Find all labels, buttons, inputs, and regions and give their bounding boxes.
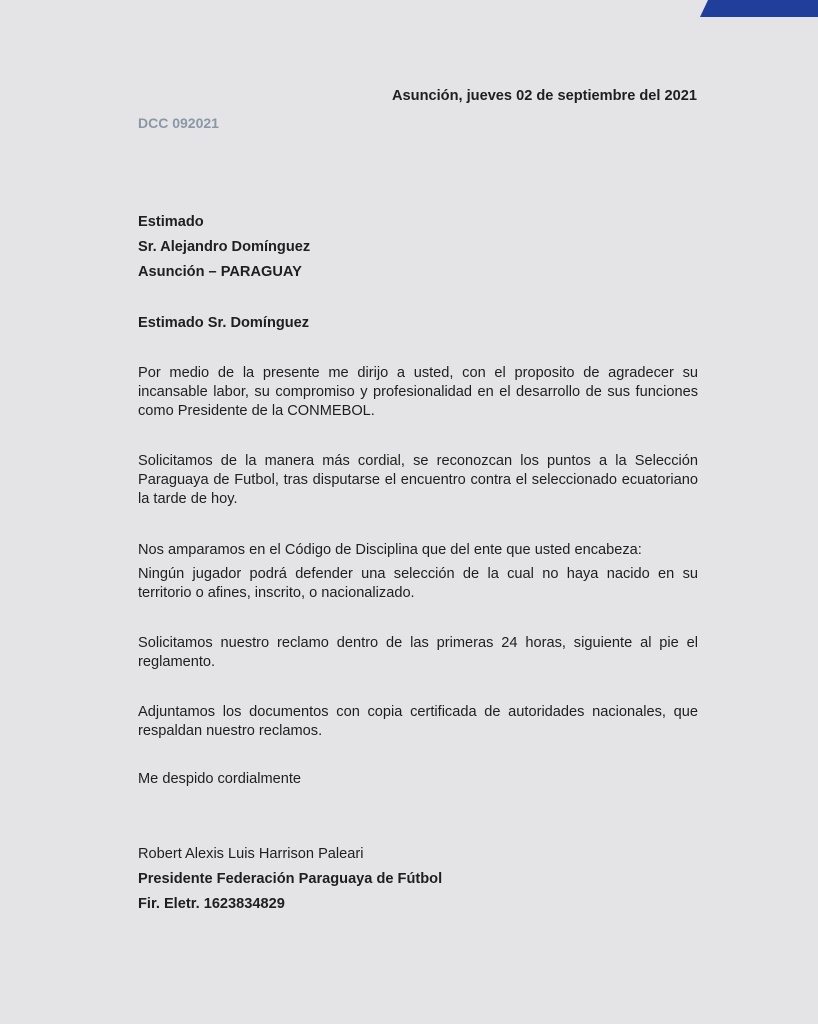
signature-name: Robert Alexis Luis Harrison Paleari	[138, 846, 364, 862]
paragraph-code-reference: Nos amparamos en el Código de Disciplina que del ente que usted encabeza:	[138, 542, 642, 558]
recipient-greeting: Estimado	[138, 214, 204, 230]
paragraph-request: Solicitamos de la manera más cordial, se reconozcan los puntos a la Selección Paraguaya de Futbol, tras disputarse el encuentro contra el seleccionado ecuatoriano la tarde de hoy.	[138, 453, 698, 507]
recipient-name: Sr. Alejandro Domínguez	[138, 239, 311, 255]
closing: Me despido cordialmente	[138, 771, 302, 787]
electronic-signature: Fir. Eletr. 1623834829	[138, 896, 285, 912]
salutation: Estimado Sr. Domínguez	[138, 315, 310, 331]
recipient-location: Asunción – PARAGUAY	[138, 264, 302, 280]
paragraph-rule: Ningún jugador podrá defender una selección de la cual no haya nacido en su territorio o afines, inscrito, o nacionalizado.	[138, 566, 698, 601]
signature-title: Presidente Federación Paraguaya de Fútbol	[138, 871, 443, 887]
paragraph-claim-deadline: Solicitamos nuestro reclamo dentro de las primeras 24 horas, siguiente al pie el reglamento.	[138, 635, 698, 670]
corner-blue-band	[700, 0, 818, 17]
reference-code: DCC 092021	[138, 115, 219, 131]
paragraph-gratitude: Por medio de la presente me dirijo a usted, con el proposito de agradecer su incansable labor, su compromiso y profesionalidad en el desarrollo de sus funciones como Presidente de la CONMEBOL.	[138, 365, 698, 419]
paragraph-attachments: Adjuntamos los documentos con copia certificada de autoridades nacionales, que respaldan nuestro reclamos.	[138, 704, 698, 739]
letter-date: Asunción, jueves 02 de septiembre del 2021	[392, 88, 697, 104]
